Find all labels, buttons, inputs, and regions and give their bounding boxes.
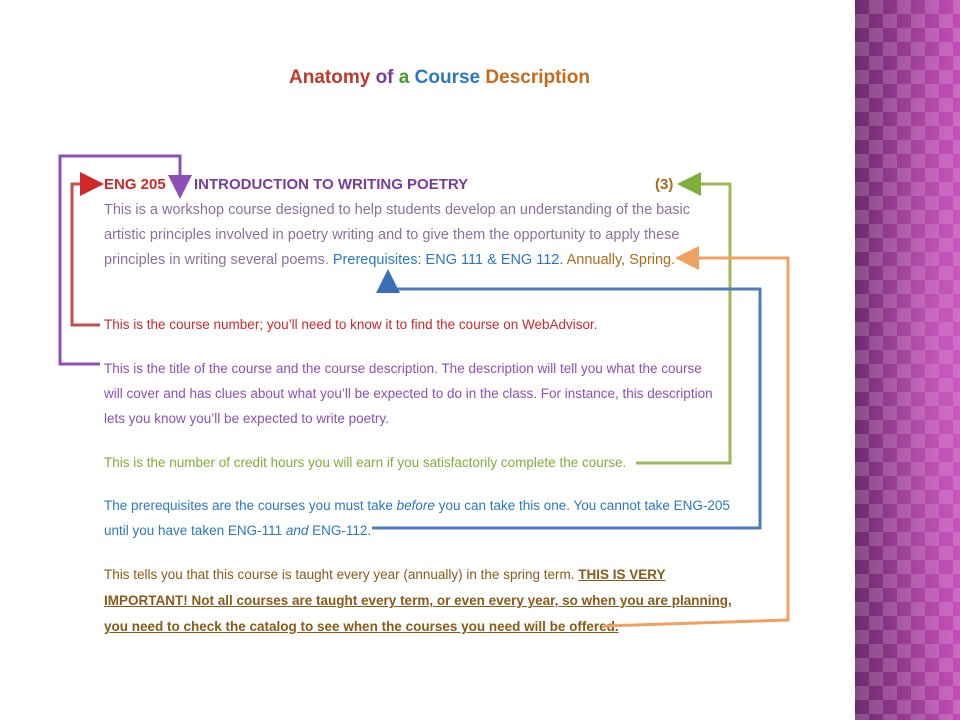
arrow-course-number bbox=[72, 184, 100, 325]
arrow-title bbox=[60, 156, 180, 364]
note-offered-1a: This tells you that this course is taught every year (annually) in the spring term. bbox=[104, 567, 579, 582]
note-offered-1b: THIS IS VERY bbox=[578, 567, 666, 582]
note-prereq-1em: before bbox=[396, 498, 435, 513]
course-desc-end: principles in writing several poems. bbox=[104, 252, 329, 268]
title-word-a: a bbox=[398, 67, 410, 88]
note-title-line-1: This is the title of the course and the course description. The description will tell you what the course bbox=[104, 361, 702, 376]
title-word-of: of bbox=[375, 67, 394, 88]
note-prereq-2a: until you have taken ENG-111 bbox=[104, 523, 286, 538]
note-offered-line-3: you need to check the catalog to see when the courses you need will be offered. bbox=[104, 619, 619, 634]
course-name: INTRODUCTION TO WRITING POETRY bbox=[194, 176, 469, 193]
note-title-line-3: lets you know you’ll be expected to write poetry. bbox=[104, 411, 389, 426]
note-prereq-1b: you can take this one. You cannot take ENG-205 bbox=[434, 498, 730, 513]
note-offered-line-2: IMPORTANT! Not all courses are taught every term, or even every year, so when you are planning, bbox=[104, 593, 732, 608]
course-credits: (3) bbox=[655, 176, 674, 193]
note-credits: This is the number of credit hours you will earn if you satisfactorily complete the course. bbox=[104, 455, 627, 470]
title-word-description: Description bbox=[485, 67, 590, 88]
course-desc-line-1: This is a workshop course designed to help students develop an understanding of the basic bbox=[104, 202, 691, 218]
title-word-anatomy: Anatomy bbox=[289, 67, 371, 88]
course-prereq: Prerequisites: ENG 111 & ENG 112. bbox=[332, 252, 564, 268]
note-title-line-2: will cover and has clues about what you’ll be expected to do in the class. For instance, this description bbox=[104, 386, 713, 401]
course-offered: Annually, Spring. bbox=[566, 252, 676, 268]
arrow-prereq bbox=[372, 278, 760, 528]
title-word-course: Course bbox=[414, 67, 481, 88]
note-prereq-2em: and bbox=[285, 523, 309, 538]
note-course-number: This is the course number; you’ll need to know it to find the course on WebAdvisor. bbox=[104, 317, 598, 332]
note-prereq-2b: ENG-112. bbox=[308, 523, 372, 538]
decorative-side-panel bbox=[855, 0, 960, 720]
course-desc-line-2: artistic principles involved in poetry writing and to give them the opportunity to apply these bbox=[104, 227, 680, 243]
note-prereq-1a: The prerequisites are the courses you must take bbox=[104, 498, 397, 513]
arrow-credits bbox=[636, 184, 730, 463]
course-number: ENG 205 bbox=[104, 176, 166, 193]
